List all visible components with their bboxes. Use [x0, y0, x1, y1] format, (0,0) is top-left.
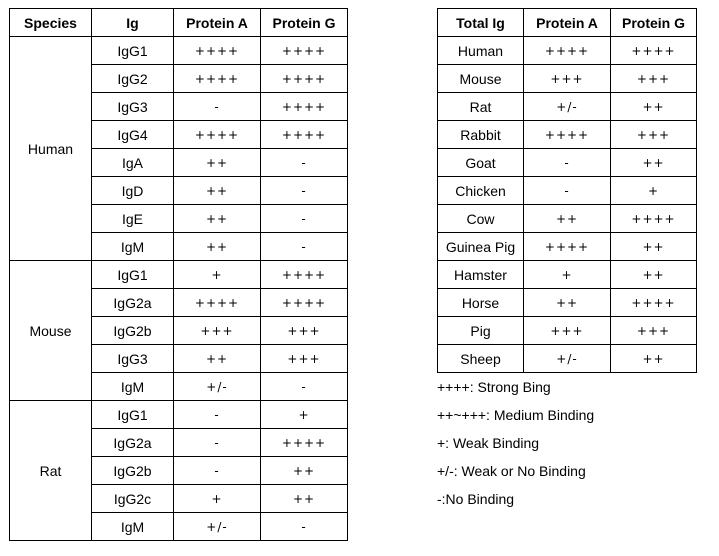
table-row [438, 149, 697, 177]
protein-a-cell: ++ [174, 149, 261, 177]
protein-g-cell: - [261, 373, 348, 401]
table-row [438, 345, 697, 373]
protein-a-cell: +/- [174, 373, 261, 401]
species-cell: Human [10, 37, 92, 261]
protein-a-cell: + [174, 485, 261, 513]
ig-cell: IgD [92, 177, 174, 205]
protein-g-cell: +++ [261, 345, 348, 373]
species-ig-binding-table [9, 8, 348, 541]
header-total-ig: Total Ig [438, 9, 524, 37]
protein-a-cell: - [174, 457, 261, 485]
legend-item: ++~+++: Medium Binding [437, 407, 595, 423]
protein-a-cell: ++++ [174, 37, 261, 65]
species-cell: Cow [438, 205, 524, 233]
protein-g-cell: +++ [611, 65, 697, 93]
binding-legend [437, 376, 594, 516]
protein-g-cell: ++++ [261, 121, 348, 149]
protein-a-cell: +/- [524, 93, 611, 121]
protein-g-cell: ++++ [261, 289, 348, 317]
protein-a-cell: + [174, 261, 261, 289]
species-table-body [10, 37, 348, 541]
ig-cell: IgE [92, 205, 174, 233]
ig-cell: IgG2a [92, 289, 174, 317]
header-protein-g: Protein G [611, 9, 697, 37]
species-cell: Rabbit [438, 121, 524, 149]
ig-cell: IgG2b [92, 457, 174, 485]
header-protein-g: Protein G [261, 9, 348, 37]
ig-cell: IgM [92, 373, 174, 401]
protein-g-cell: +++ [611, 317, 697, 345]
protein-g-cell: + [261, 401, 348, 429]
protein-g-cell: - [261, 233, 348, 261]
species-cell: Horse [438, 289, 524, 317]
ig-cell: IgG3 [92, 93, 174, 121]
protein-a-cell: - [524, 149, 611, 177]
header-protein-a: Protein A [524, 9, 611, 37]
ig-cell: IgM [92, 233, 174, 261]
protein-g-cell: +++ [611, 121, 697, 149]
ig-cell: IgG2a [92, 429, 174, 457]
table-row [438, 289, 697, 317]
ig-cell: IgG2c [92, 485, 174, 513]
ig-cell: IgG1 [92, 401, 174, 429]
protein-g-cell: ++ [611, 345, 697, 373]
species-cell: Mouse [10, 261, 92, 401]
species-cell: Human [438, 37, 524, 65]
species-cell: Pig [438, 317, 524, 345]
protein-g-cell: ++++ [261, 93, 348, 121]
protein-a-cell: +++ [524, 65, 611, 93]
protein-a-cell: ++++ [524, 233, 611, 261]
ig-cell: IgA [92, 149, 174, 177]
protein-g-cell: ++++ [611, 205, 697, 233]
table-row [438, 121, 697, 149]
protein-a-cell: +/- [524, 345, 611, 373]
legend-item: ++++: Strong Bing [437, 379, 551, 395]
species-cell: Hamster [438, 261, 524, 289]
table-row [10, 37, 348, 65]
table-row [438, 65, 697, 93]
protein-a-cell: ++ [524, 205, 611, 233]
ig-cell: IgG2 [92, 65, 174, 93]
protein-g-cell: ++++ [261, 65, 348, 93]
ig-cell: IgG2b [92, 317, 174, 345]
protein-a-cell: ++++ [174, 65, 261, 93]
protein-g-cell: - [261, 177, 348, 205]
protein-a-cell: ++ [174, 177, 261, 205]
species-cell: Rat [10, 401, 92, 541]
table-row [438, 317, 697, 345]
ig-cell: IgM [92, 513, 174, 541]
protein-a-cell: ++ [524, 289, 611, 317]
protein-a-cell: ++ [174, 345, 261, 373]
table-row [438, 93, 697, 121]
species-cell: Sheep [438, 345, 524, 373]
species-cell: Mouse [438, 65, 524, 93]
species-cell: Chicken [438, 177, 524, 205]
total-table-body [438, 37, 697, 373]
protein-g-cell: ++++ [261, 261, 348, 289]
protein-a-cell: ++++ [524, 121, 611, 149]
protein-a-cell: +++ [174, 317, 261, 345]
protein-g-cell: - [261, 513, 348, 541]
table-header-row [438, 9, 697, 37]
species-cell: Rat [438, 93, 524, 121]
protein-a-cell: - [174, 429, 261, 457]
ig-cell: IgG3 [92, 345, 174, 373]
protein-g-cell: - [261, 149, 348, 177]
protein-g-cell: ++++ [261, 37, 348, 65]
protein-g-cell: ++ [261, 485, 348, 513]
legend-item: +: Weak Binding [437, 435, 540, 451]
table-row [438, 205, 697, 233]
protein-g-cell: ++ [611, 261, 697, 289]
protein-a-cell: - [174, 401, 261, 429]
protein-a-cell: - [174, 93, 261, 121]
protein-g-cell: +++ [261, 317, 348, 345]
protein-a-cell: ++ [174, 205, 261, 233]
protein-a-cell: ++++ [174, 289, 261, 317]
protein-a-cell: ++ [174, 233, 261, 261]
species-cell: Guinea Pig [438, 233, 524, 261]
protein-g-cell: ++++ [261, 429, 348, 457]
table-header-row [10, 9, 348, 37]
protein-g-cell: ++++ [611, 37, 697, 65]
header-protein-a: Protein A [174, 9, 261, 37]
protein-g-cell: ++ [261, 457, 348, 485]
species-cell: Goat [438, 149, 524, 177]
table-row [438, 233, 697, 261]
protein-g-cell: ++ [611, 93, 697, 121]
total-ig-binding-table [437, 8, 697, 373]
header-species: Species [10, 9, 92, 37]
table-row [438, 37, 697, 65]
protein-a-cell: +++ [524, 317, 611, 345]
protein-g-cell: - [261, 205, 348, 233]
protein-g-cell: + [611, 177, 697, 205]
table-row [10, 261, 348, 289]
table-row [438, 261, 697, 289]
ig-cell: IgG1 [92, 37, 174, 65]
protein-a-cell: +/- [174, 513, 261, 541]
table-row [10, 401, 348, 429]
protein-g-cell: ++++ [611, 289, 697, 317]
protein-g-cell: ++ [611, 149, 697, 177]
protein-a-cell: ++++ [524, 37, 611, 65]
header-ig: Ig [92, 9, 174, 37]
protein-a-cell: - [524, 177, 611, 205]
ig-cell: IgG4 [92, 121, 174, 149]
legend-item: +/-: Weak or No Binding [437, 463, 586, 479]
protein-a-cell: ++++ [174, 121, 261, 149]
protein-a-cell: + [524, 261, 611, 289]
table-row [438, 177, 697, 205]
protein-g-cell: ++ [611, 233, 697, 261]
legend-item: -:No Binding [437, 491, 515, 507]
ig-cell: IgG1 [92, 261, 174, 289]
